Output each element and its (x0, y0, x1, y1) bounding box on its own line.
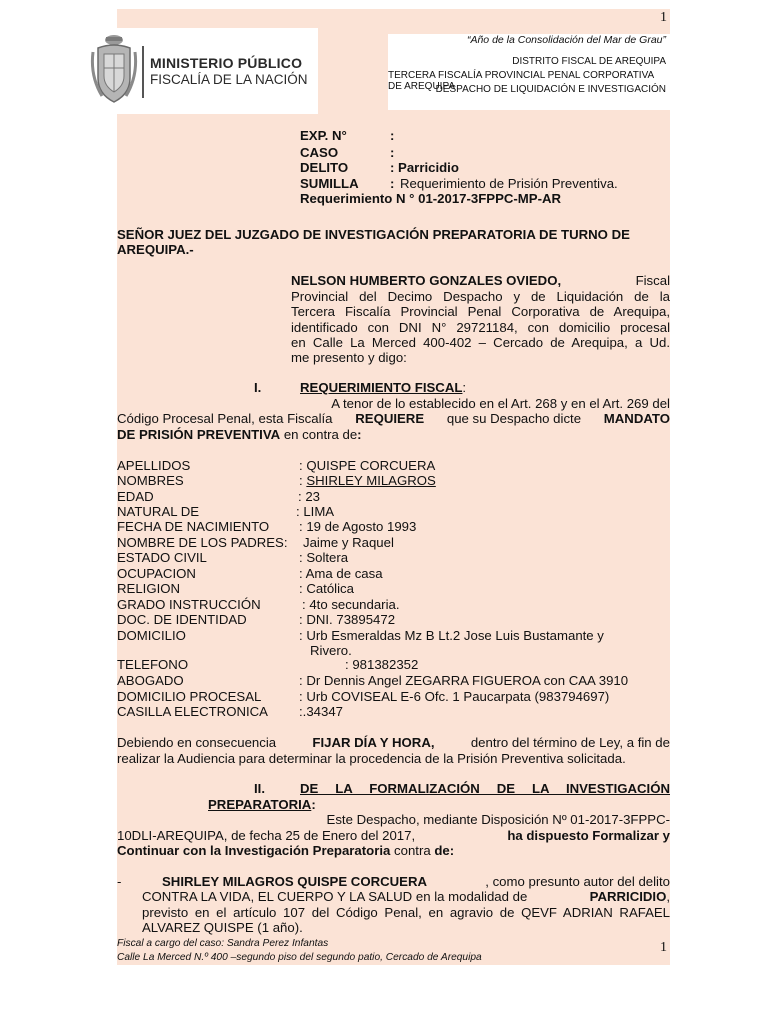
section2-line1: Este Despacho, mediante Disposición Nº 01-2017-3FPPC- (326, 812, 670, 827)
intro-line2: Provincial del Decimo Despacho y de Liquidación de la (291, 289, 670, 304)
caso-value: : (390, 145, 395, 160)
exp-value: : (390, 128, 395, 143)
intro-line3: Tercera Fiscalía Provincial Penal Corporativa de Arequipa, (291, 304, 670, 319)
field-label-casilla: CASILLA ELECTRONICA (117, 704, 268, 719)
field-value-ocupacion: : Ama de casa (299, 566, 383, 581)
field-value-abogado: : Dr Dennis Angel ZEGARRA FIGUEROA con CAA 3910 (299, 673, 629, 688)
prosecutor-name: NELSON HUMBERTO GONZALES OVIEDO, (291, 273, 562, 288)
logo (80, 28, 318, 114)
field-label-nombres: NOMBRES (117, 473, 184, 488)
field-label-natural: NATURAL DE (117, 504, 200, 519)
section2-title-line1: DE LA FORMALIZACIÓN DE LA INVESTIGACIÓN (300, 781, 670, 796)
field-value-estado-civil: : Soltera (299, 550, 349, 565)
logo-divider (142, 46, 144, 98)
section2-line3b: contra (394, 843, 431, 858)
field-value-domicilio-procesal: : Urb COVISEAL E-6 Ofc. 1 Paucarpata (983794697) (299, 689, 610, 704)
fijar-dia-text: FIJAR DÍA Y HORA, (312, 735, 435, 750)
accused-name: SHIRLEY MILAGROS QUISPE CORCUERA (162, 874, 427, 889)
header-office: TERCERA FISCALÍA PROVINCIAL PENAL CORPORATIVA DE AREQUIPA (388, 70, 654, 92)
intro-line1 (291, 273, 670, 289)
section1-line2a: Código Procesal Penal, esta Fiscalía (117, 411, 333, 426)
field-label-apellidos: APELLIDOS (117, 458, 191, 473)
section2-title-line2 (208, 797, 316, 813)
field-value-edad: : 23 (298, 489, 320, 504)
section2-title-cont: PREPARATORIA (208, 797, 312, 812)
bullet-line1-rest: , como presunto autor del delito (485, 874, 670, 889)
bullet-line2 (142, 889, 670, 905)
consequence-line1 (117, 735, 670, 751)
consequence-line1c: dentro del término de Ley, a fin de (470, 735, 670, 750)
page-number-top: 1 (660, 10, 667, 25)
intro-line4: identificado con DNI N° 29721184, con domicilio procesal (291, 320, 670, 335)
intro-line5: en Calle La Merced 400-402 – Cercado de Arequipa, a Ud. (291, 335, 670, 350)
continuar-text: Continuar con la Investigación Preparatoria (117, 843, 391, 858)
page-number-bottom: 1 (660, 940, 667, 955)
field-label-grado: GRADO INSTRUCCIÓN (117, 597, 261, 612)
field-label-doc: DOC. DE IDENTIDAD (117, 612, 247, 627)
intro-line1-rest: Fiscal (635, 273, 670, 288)
sumilla-colon: : (390, 176, 395, 191)
field-value-padres: Jaime y Raquel (303, 535, 394, 550)
intro-line6: me presento y digo: (291, 350, 407, 365)
section2-colon: : (311, 797, 316, 812)
requerimiento-number: Requerimiento N ° 01-2017-3FPPC-MP-AR (300, 191, 562, 206)
field-label-telefono: TELEFONO (117, 657, 189, 672)
bullet-line2c: , (666, 889, 670, 904)
sumilla-value: Requerimiento de Prisión Preventiva. (400, 176, 618, 191)
year-motto: “Año de la Consolidación del Mar de Grau” (466, 34, 666, 46)
consequence-line1a: Debiendo en consecuencia (117, 735, 277, 750)
field-value-nombres (299, 473, 436, 489)
mandato-text: MANDATO (603, 411, 670, 426)
section1-line1: A tenor de lo establecido en el Art. 268 y en el Art. 269 del (331, 396, 670, 411)
field-value-nacimiento: : 19 de Agosto 1993 (299, 519, 417, 534)
section1-line2 (117, 411, 670, 427)
bullet-line4: ALVAREZ QUISPE (1 año). (142, 920, 303, 935)
exp-label: EXP. N° (300, 128, 347, 143)
field-label-domicilio: DOMICILIO (117, 628, 186, 643)
header-district: DISTRITO FISCAL DE AREQUIPA (512, 56, 666, 67)
bullet-line1 (162, 874, 670, 890)
field-value-religion: : Católica (299, 581, 354, 596)
section2-number: II. (254, 781, 265, 796)
field-label-domicilio-procesal: DOMICILIO PROCESAL (117, 689, 262, 704)
field-value-domicilio: : Urb Esmeraldas Mz B Lt.2 Jose Luis Bustamante y (299, 628, 604, 643)
formalizar-text: ha dispuesto Formalizar y (507, 828, 670, 843)
parricidio-text: PARRICIDIO (589, 889, 667, 904)
footer-line2: Calle La Merced N.º 400 –segundo piso del segundo patio, Cercado de Arequipa (117, 952, 482, 963)
field-label-ocupacion: OCUPACION (117, 566, 196, 581)
section1-title: REQUERIMIENTO FISCAL (300, 380, 463, 395)
field-label-nacimiento: FECHA DE NACIMIENTO (117, 519, 270, 534)
section2-line3 (117, 843, 454, 859)
section1-line3 (117, 427, 362, 443)
nombres-underlined: SHIRLEY MILAGROS (306, 473, 436, 488)
field-label-edad: EDAD (117, 489, 154, 504)
field-value-natural: : LIMA (296, 504, 335, 519)
field-label-estado-civil: ESTADO CIVIL (117, 550, 207, 565)
logo-title: MINISTERIO PÚBLICO (150, 55, 303, 71)
footer-line1: Fiscal a cargo del caso: Sandra Perez Infantas (117, 938, 329, 949)
delito-label: DELITO (300, 160, 349, 175)
prision-preventiva-text: DE PRISIÓN PREVENTIVA (117, 427, 281, 442)
delito-value: : Parricidio (390, 160, 459, 175)
consequence-line2: realizar la Audiencia para determinar la procedencia de la Prisión Preventiva solicitada. (117, 751, 626, 766)
field-colon-nombres: : (299, 473, 303, 488)
field-value-apellidos: : QUISPE CORCUERA (299, 458, 436, 473)
header-department: DESPACHO DE LIQUIDACIÓN E INVESTIGACIÓN (435, 84, 666, 95)
field-label-abogado: ABOGADO (117, 673, 184, 688)
addressee-line2: AREQUIPA.- (117, 242, 194, 257)
section1-line3b: en contra de (283, 427, 358, 442)
section1-line2c: que su Despacho dicte (446, 411, 582, 426)
section1-heading (300, 380, 466, 396)
field-label-padres: NOMBRE DE LOS PADRES: (117, 535, 288, 550)
section1-colon: : (462, 380, 467, 395)
addressee-line1: SEÑOR JUEZ DEL JUZGADO DE INVESTIGACIÓN PREPARATORIA DE TURNO DE (117, 227, 630, 242)
national-seal-icon (90, 32, 138, 108)
field-value-doc: : DNI. 73895472 (299, 612, 396, 627)
logo-subtitle: FISCALÍA DE LA NACIÓN (150, 72, 308, 87)
bullet-line3: previsto en el artículo 107 del Código Penal, en agravio de QEVF ADRIAN RAFAEL (142, 905, 670, 920)
section1-number: I. (254, 380, 262, 395)
sumilla-label: SUMILLA (300, 176, 359, 191)
section2-line2a: 10DLI-AREQUIPA, de fecha 25 de Enero del 2017, (117, 828, 416, 843)
section2-line3c: de: (434, 843, 455, 858)
field-value-grado: : 4to secundaria. (302, 597, 400, 612)
bullet-mark: - (117, 874, 122, 889)
caso-label: CASO (300, 145, 339, 160)
field-label-religion: RELIGION (117, 581, 181, 596)
section1-line3c: : (357, 427, 362, 442)
field-value-telefono: : 981382352 (345, 657, 419, 672)
section2-line2 (117, 828, 670, 844)
requiere-text: REQUIERE (355, 411, 425, 426)
bullet-line2a: CONTRA LA VIDA, EL CUERPO Y LA SALUD en la modalidad de (142, 889, 528, 904)
field-value-casilla: :.34347 (299, 704, 343, 719)
field-value-domicilio-cont: Rivero. (310, 643, 352, 658)
document-header (388, 34, 670, 110)
